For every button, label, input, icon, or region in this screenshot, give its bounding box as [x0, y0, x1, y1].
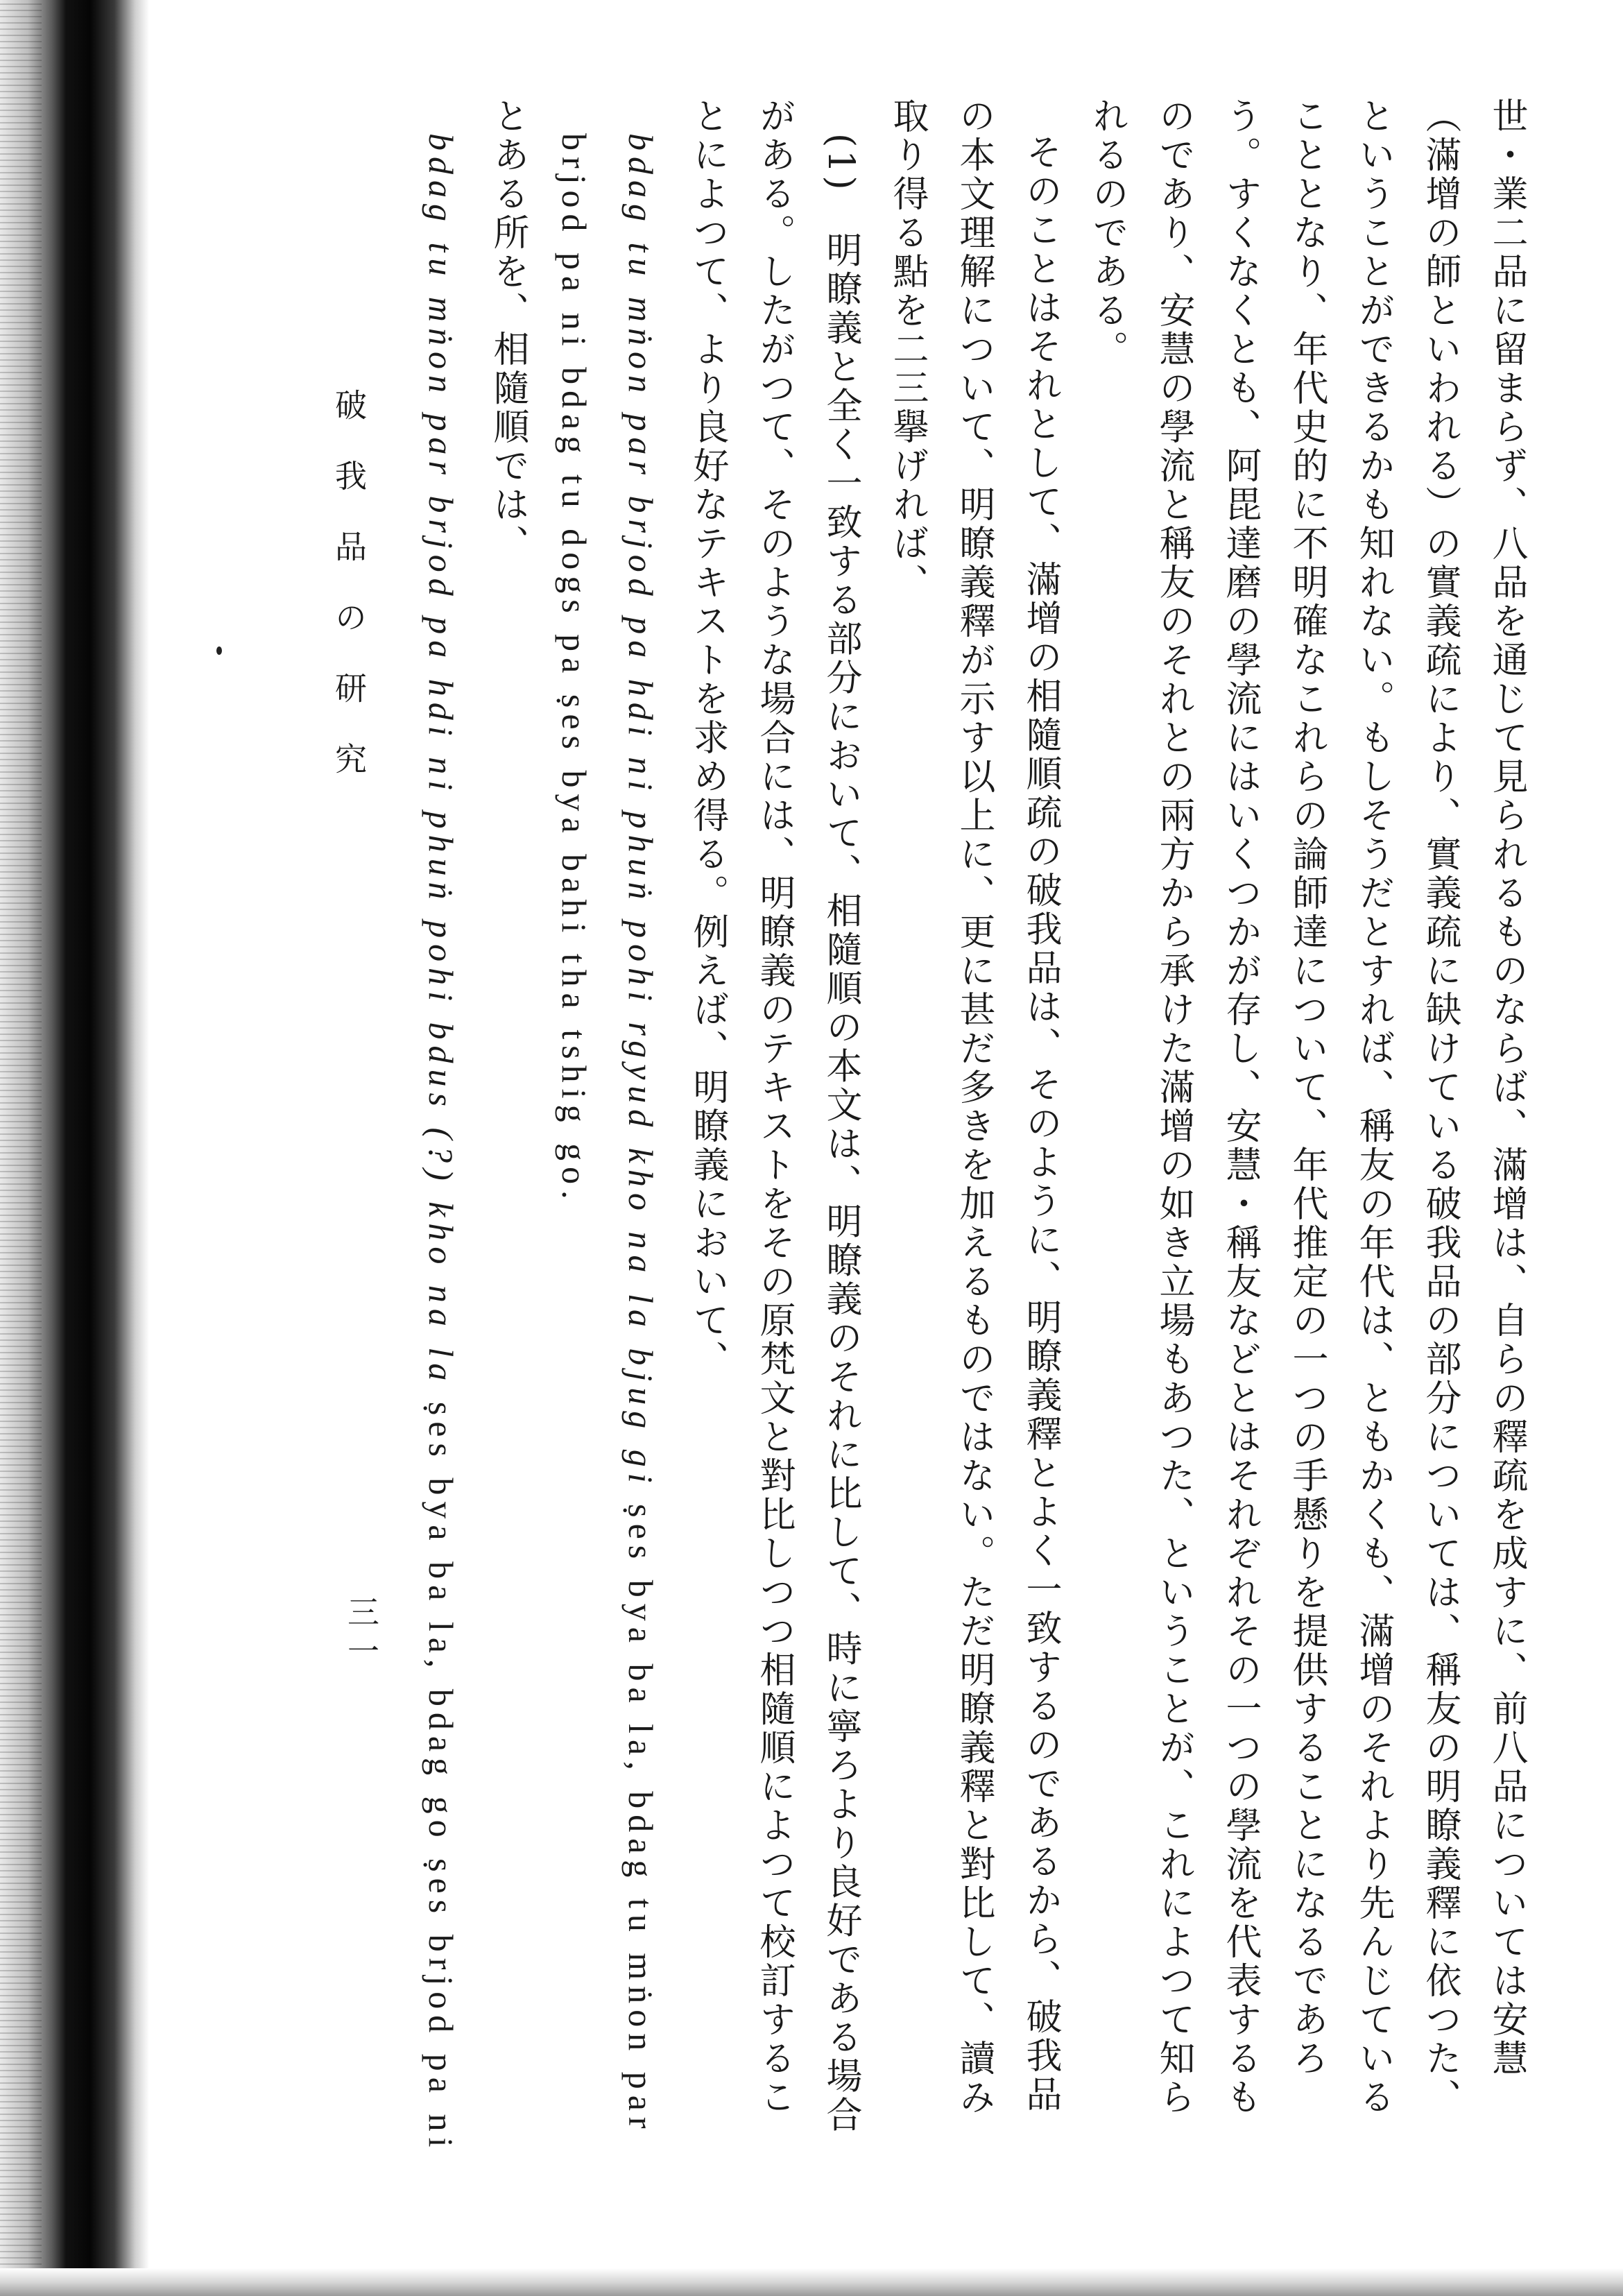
text-line: のであり、安慧の學流と稱友のそれとの兩方から承けた滿增の如き立場もあつた、ということが、これによつて知ら — [1153, 97, 1194, 2117]
tibetan-roman-text: ṣes bya ba la, bdag go ṣes brjod pa ni — [422, 1387, 461, 2154]
text-line: れるのである。 — [1086, 97, 1128, 369]
text-line: 世・業二品に留まらず、八品を通じて見られるものならば、滿增は、自らの釋疏を成すに、前八品については安慧 — [1486, 97, 1527, 2078]
running-title: 破我品の研究 — [330, 388, 368, 813]
text-line: とある所を、相隨順では、 — [487, 97, 529, 563]
text-line: の本文理解について、明瞭義釋が示す以上に、更に甚だ多きを加えるものではない。ただ明瞭義釋と對比して、讀み — [953, 97, 995, 2117]
text-line: (1) 明瞭義と全く一致する部分において、相隨順の本文は、明瞭義のそれに比して、時に寧ろより良好である場合 — [820, 133, 861, 2135]
tibetan-quote-line — [408, 97, 474, 2206]
text-line: （滿增の師といわれる）の實義疏により、實義疏に缺けている破我品の部分については、稱友の明瞭義釋に依つた、 — [1419, 97, 1461, 2117]
text-line: こととなり、年代史的に不明確なこれらの論師達について、年代推定の一つの手懸りを提供することになるであろ — [1286, 97, 1328, 2078]
main-text — [408, 97, 1540, 2206]
text-line: そのことはそれとして、滿增の相隨順疏の破我品は、そのように、明瞭義釋とよく一致するのであるから、破我品 — [1020, 133, 1061, 2114]
text-line: 取り得る點を二三擧げれば、 — [886, 97, 928, 602]
tibetan-quote-line — [541, 97, 608, 2206]
scan-edge-noise — [0, 0, 42, 2296]
tibetan-quote-line — [608, 97, 674, 2206]
tibetan-italic-text: bdag tu mṅon par brjod pa hdi ni phuṅ pohi rgyud kho na la bjug gi — [621, 133, 660, 1489]
tibetan-roman-text: brjod pa ni bdag tu dogs pa ṣes bya bahi tha tshig go. — [555, 133, 594, 1206]
scan-speck — [216, 646, 222, 655]
text-line: とによつて、より良好なテキストを求め得る。例えば、明瞭義において、 — [687, 97, 728, 1379]
page-number: 三一 — [343, 1595, 380, 1673]
text-line: がある。したがつて、そのような場合には、明瞭義のテキストをその原梵文と對比しつつ相隨順によつて校訂するこ — [753, 97, 795, 2117]
text-line: う。すくなくとも、阿毘達磨の學流にはいくつかが存し、安慧・稱友などとはそれぞれその一つの學流を代表するも — [1219, 97, 1261, 2117]
text-line: ということができるかも知れない。もしそうだとすれば、稱友の年代は、ともかくも、滿增のそれより先んじている — [1352, 97, 1394, 2117]
tibetan-italic-text: bdag tu mṅon par brjod pa hdi ni phuṅ pohi bdus (?) kho na la — [422, 133, 461, 1387]
scan-bottom-shadow — [0, 2268, 1623, 2296]
tibetan-roman-text: ṣes bya ba la, bdag tu mṅon par — [621, 1489, 660, 2135]
